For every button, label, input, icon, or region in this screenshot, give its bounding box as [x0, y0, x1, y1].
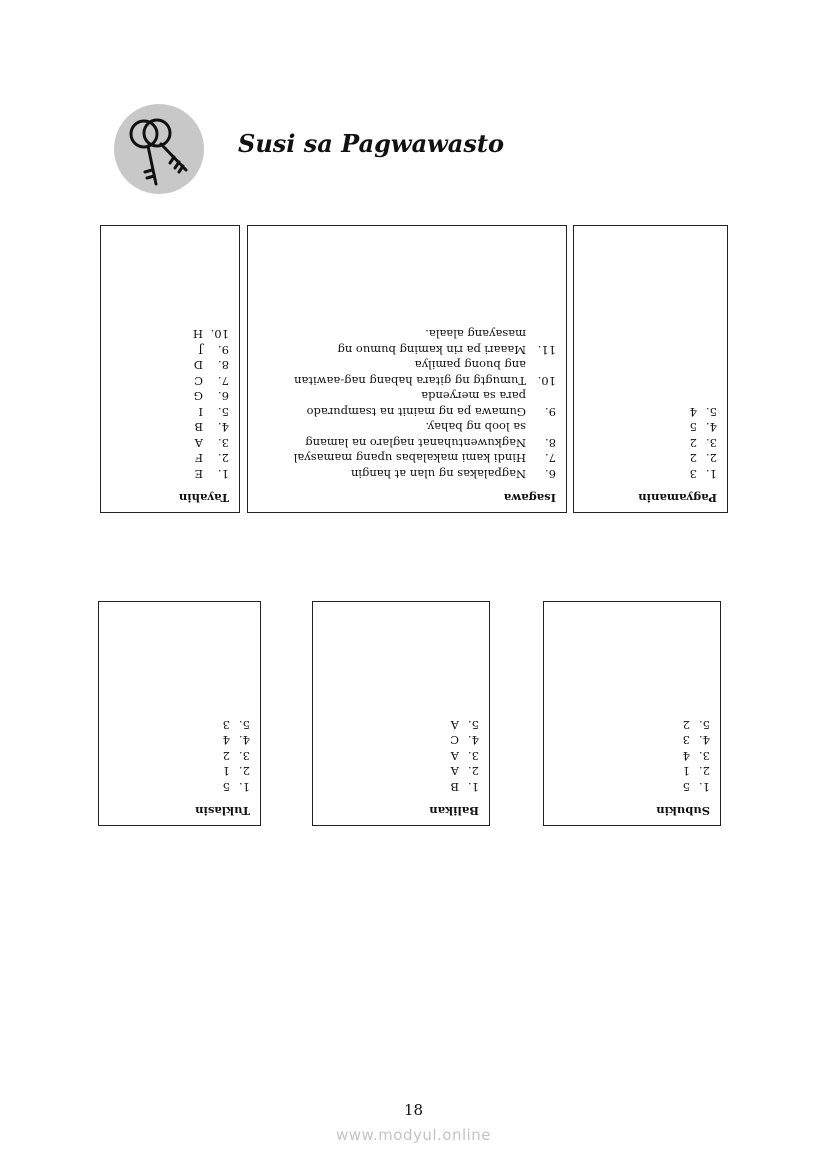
answer-item — [258, 419, 556, 435]
answer-number: 8. — [545, 436, 556, 450]
answer-text: 3 — [222, 718, 230, 732]
answer-number: 2. — [468, 764, 479, 779]
answer-number: 4. — [239, 733, 250, 748]
watermark: www.modyul.online — [335, 1126, 492, 1144]
answer-number: 4. — [218, 420, 229, 435]
answer-number: 11. — [537, 343, 556, 357]
box-title: Isagawa — [503, 491, 556, 505]
answer-text: 2 — [689, 436, 697, 450]
answer-item — [111, 419, 229, 435]
answer-item — [111, 388, 229, 404]
answer-item — [554, 732, 710, 748]
answer-item — [258, 404, 556, 420]
answer-list — [584, 404, 717, 482]
answer-number: 10. — [537, 374, 556, 388]
answer-box-balikan — [312, 601, 490, 826]
answer-number: 2. — [699, 764, 710, 779]
answer-list — [554, 717, 710, 795]
answer-text: F — [195, 451, 203, 466]
answer-text: 2 — [222, 749, 230, 763]
answer-number: 1. — [218, 467, 229, 481]
answer-number: 6. — [545, 467, 556, 481]
answer-item — [111, 435, 229, 451]
answer-item — [584, 466, 717, 482]
answer-text: masayang alaala. — [425, 327, 526, 342]
page-number: 18 — [403, 1101, 424, 1119]
answer-number: 1. — [706, 467, 717, 481]
answer-item — [258, 342, 556, 358]
answer-item — [258, 388, 556, 404]
answer-text: para sa meryenda — [421, 389, 526, 404]
answer-item — [584, 419, 717, 435]
answer-item — [109, 763, 250, 779]
answer-item — [109, 779, 250, 795]
answer-item — [111, 357, 229, 373]
answer-text: C — [450, 733, 459, 748]
answer-text: B — [450, 780, 459, 794]
answer-item — [111, 373, 229, 389]
answer-number: 7. — [545, 451, 556, 466]
answer-box-tayahin — [100, 225, 240, 513]
answer-box-tuklasin — [98, 601, 261, 826]
answer-number: 2. — [239, 764, 250, 779]
answer-text: 3 — [682, 733, 690, 748]
answer-text: 1 — [222, 764, 230, 779]
answer-text: A — [194, 436, 203, 450]
answer-number: 3. — [706, 436, 717, 450]
answer-text: Gumawa pa ng mainit na tsampurado — [306, 405, 526, 419]
keys-icon-drawing — [114, 104, 204, 194]
answer-item — [111, 466, 229, 482]
answer-item — [111, 342, 229, 358]
answer-text: 4 — [222, 733, 230, 748]
box-title: Pagyamanin — [638, 491, 717, 505]
answer-item — [111, 450, 229, 466]
answer-item — [323, 779, 479, 795]
answer-number: 3. — [239, 749, 250, 763]
answer-text: 2 — [689, 451, 697, 466]
answer-number: 5. — [699, 718, 710, 732]
answer-item — [584, 450, 717, 466]
answer-number: 1. — [699, 780, 710, 794]
answer-item — [258, 435, 556, 451]
answer-item — [554, 748, 710, 764]
answer-text: Nagkuwentuhanat naglaro na lamang — [305, 436, 526, 450]
answer-list — [323, 717, 479, 795]
answer-number: 6. — [218, 389, 229, 404]
answer-number: 2. — [706, 451, 717, 466]
answer-text: B — [194, 420, 203, 435]
answer-text: 4 — [689, 405, 697, 419]
answer-item — [111, 404, 229, 420]
answer-item — [109, 717, 250, 733]
answer-item — [323, 748, 479, 764]
answer-box-pagyamanin — [573, 225, 728, 513]
answer-item — [584, 435, 717, 451]
answer-text: Hindi kami makalabas upang mamasyal — [293, 451, 526, 466]
answer-number: 4. — [468, 733, 479, 748]
answer-text: Nagpalakas ng ulan at hangin — [350, 467, 526, 481]
answer-item — [258, 450, 556, 466]
answer-box-isagawa — [247, 225, 567, 513]
answer-item — [554, 763, 710, 779]
answer-item — [109, 732, 250, 748]
answer-text: 2 — [682, 718, 690, 732]
answer-item — [111, 326, 229, 342]
answer-number: 9. — [218, 343, 229, 357]
answer-item — [554, 779, 710, 795]
box-title: Subukin — [656, 804, 710, 818]
page-title: Susi sa Pagwawasto — [238, 129, 504, 158]
answer-text: 5 — [222, 780, 230, 794]
answer-item — [258, 373, 556, 389]
answer-item — [258, 326, 556, 342]
answer-number: 5. — [706, 405, 717, 419]
answer-item — [554, 717, 710, 733]
answer-text: A — [450, 749, 459, 763]
answer-number: 4. — [699, 733, 710, 748]
answer-number — [526, 357, 556, 373]
answer-text: I — [198, 405, 203, 419]
answer-text: D — [193, 358, 203, 373]
answer-item — [323, 732, 479, 748]
answer-text: Tumugtg ng gitara habang nag-aawitan — [294, 374, 526, 388]
answer-list — [111, 326, 229, 481]
answer-item — [258, 466, 556, 482]
answer-number: 3. — [468, 749, 479, 763]
answer-text: 5 — [689, 420, 697, 435]
keys-icon — [114, 104, 204, 194]
answer-number: 1. — [468, 780, 479, 794]
answer-number: 5. — [468, 718, 479, 732]
answer-text: H — [192, 327, 203, 342]
answer-text: 4 — [682, 749, 690, 763]
answer-text: 1 — [682, 764, 690, 779]
answer-item — [323, 763, 479, 779]
answer-text: C — [194, 374, 203, 388]
answer-text: J — [198, 343, 203, 357]
answer-item — [109, 748, 250, 764]
answer-number: 5. — [239, 718, 250, 732]
answer-text: 5 — [682, 780, 690, 794]
answer-number — [526, 419, 556, 435]
answer-list — [258, 326, 556, 481]
answer-number: 5. — [218, 405, 229, 419]
answer-number: 8. — [218, 358, 229, 373]
box-title: Tayahin — [178, 491, 229, 505]
answer-number — [526, 388, 556, 404]
box-title: Tuklasin — [195, 804, 250, 818]
answer-text: sa loob ng bahay. — [425, 420, 526, 435]
answer-number: 2. — [218, 451, 229, 466]
answer-text: A — [450, 718, 459, 732]
answer-number: 10. — [210, 327, 229, 342]
answer-number — [526, 326, 556, 342]
answer-text: E — [194, 467, 203, 481]
answer-number: 1. — [239, 780, 250, 794]
box-title: Balikan — [429, 804, 479, 818]
answer-number: 9. — [545, 405, 556, 419]
answer-number: 3. — [699, 749, 710, 763]
answer-number: 7. — [218, 374, 229, 388]
answer-number: 3. — [218, 436, 229, 450]
answer-list — [109, 717, 250, 795]
answer-text: Maaari pa rin kaming bumuo ng — [337, 343, 526, 357]
answer-text: A — [450, 764, 459, 779]
answer-number: 4. — [706, 420, 717, 435]
answer-item — [323, 717, 479, 733]
answer-item — [584, 404, 717, 420]
answer-text: G — [193, 389, 203, 404]
answer-item — [258, 357, 556, 373]
answer-text: ang buong pamilya — [414, 358, 526, 373]
answer-text: 3 — [689, 467, 697, 481]
answer-box-subukin — [543, 601, 721, 826]
